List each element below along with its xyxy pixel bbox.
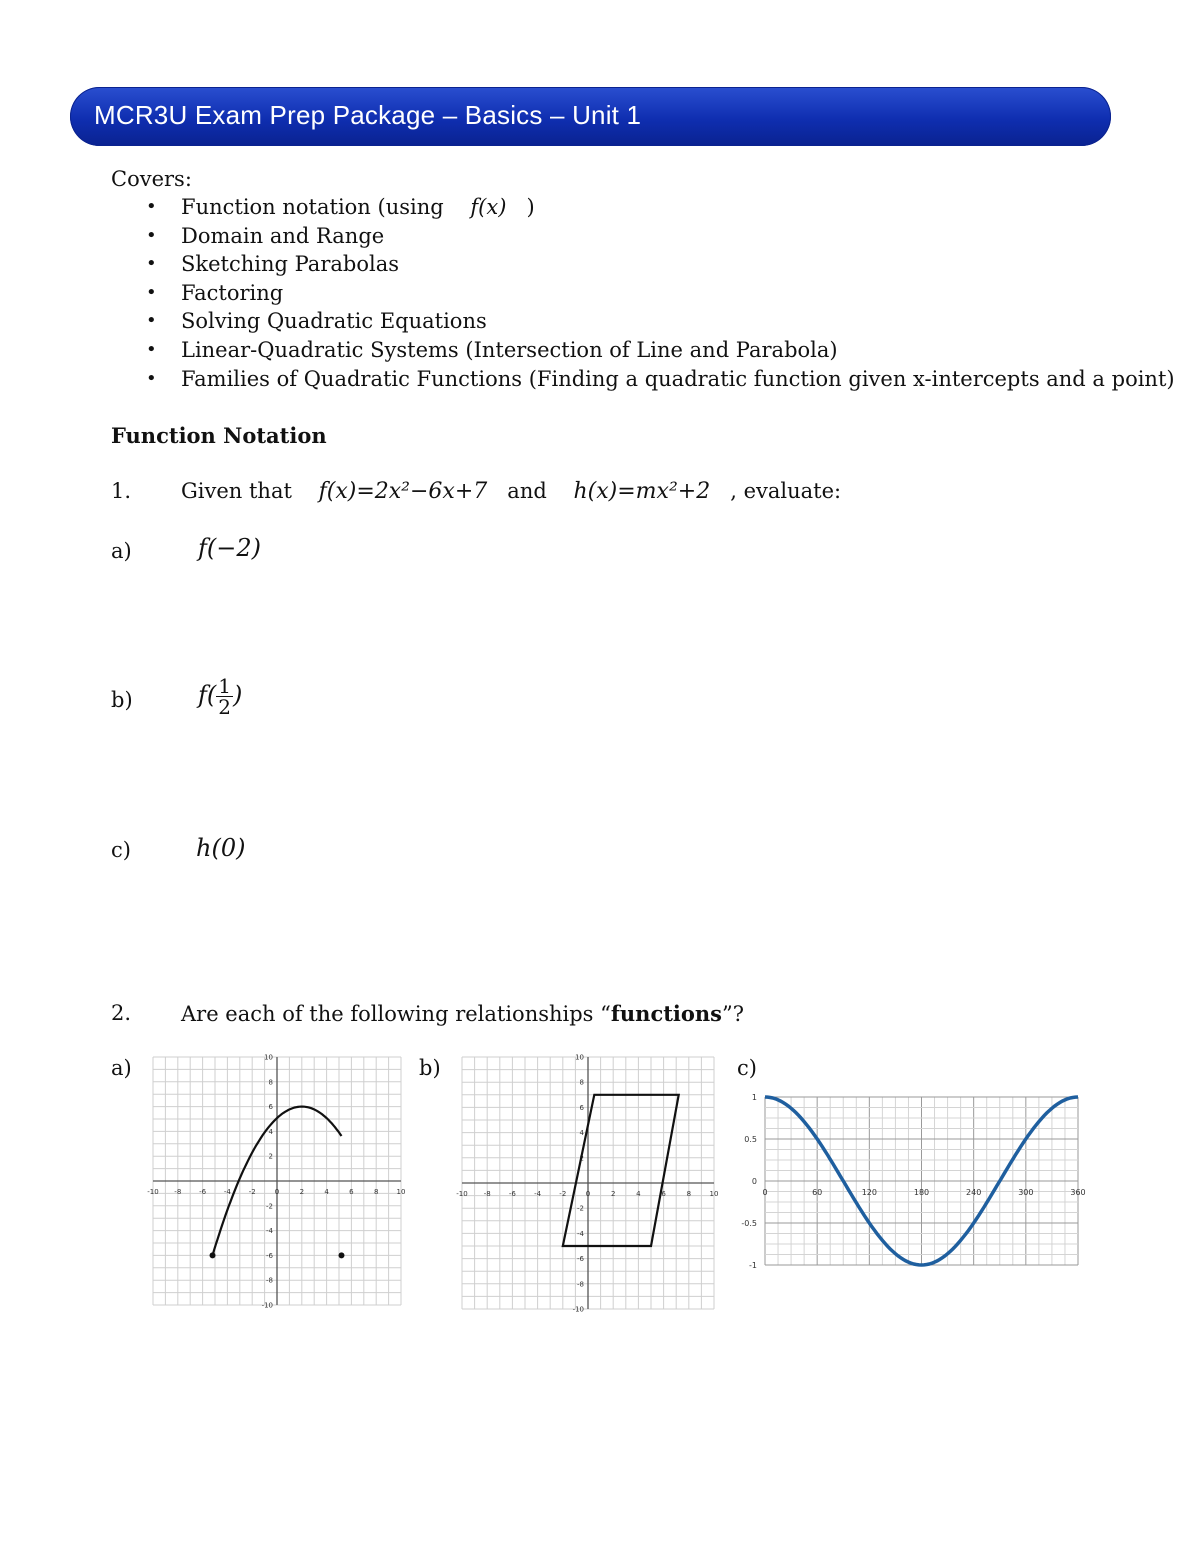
x-tick-label: 6 bbox=[349, 1188, 354, 1196]
y-tick-label: -6 bbox=[577, 1255, 584, 1264]
x-tick-label: 2 bbox=[299, 1188, 305, 1196]
y-tick-label: -1 bbox=[749, 1261, 757, 1270]
x-tick-label: 6 bbox=[661, 1190, 666, 1198]
title-banner bbox=[70, 87, 1111, 146]
y-tick-label: -6 bbox=[266, 1251, 273, 1260]
x-tick-label: -4 bbox=[534, 1190, 542, 1198]
document-title: MCR3U Exam Prep Package – Basics – Unit 1 bbox=[94, 100, 642, 130]
given-text: Given that bbox=[181, 479, 292, 503]
x-tick-label: 0 bbox=[585, 1190, 591, 1198]
q2-text-bold: functions bbox=[610, 1001, 723, 1026]
y-tick-label: 10 bbox=[264, 1053, 273, 1062]
f-expression: f(x)=2x²−6x+7 bbox=[318, 479, 488, 504]
x-tick-label: 240 bbox=[966, 1188, 982, 1197]
y-tick-label: -2 bbox=[266, 1202, 273, 1211]
bullet-icon: • bbox=[146, 224, 157, 246]
x-tick-label: -8 bbox=[483, 1190, 491, 1198]
q2-text-before: Are each of the following relationships “ bbox=[181, 1002, 611, 1026]
endpoint-dot bbox=[338, 1252, 344, 1258]
x-tick-label: -2 bbox=[248, 1188, 256, 1196]
section-heading: Function Notation bbox=[111, 423, 327, 448]
x-tick-label: 300 bbox=[1018, 1188, 1034, 1197]
evaluate-text: , evaluate: bbox=[730, 479, 842, 503]
y-tick-label: -0.5 bbox=[741, 1219, 757, 1228]
question-number: 1. bbox=[111, 479, 132, 503]
graph-label: a) bbox=[111, 1056, 132, 1080]
bullet-icon: • bbox=[146, 310, 157, 332]
x-tick-label: 4 bbox=[636, 1190, 641, 1198]
expr-suffix: ) bbox=[232, 681, 243, 709]
covers-label: Covers: bbox=[111, 167, 192, 191]
y-tick-label: 8 bbox=[579, 1078, 584, 1087]
x-tick-label: -10 bbox=[147, 1188, 159, 1196]
y-tick-label: -8 bbox=[266, 1276, 273, 1285]
topic-math: f(x) bbox=[470, 195, 507, 219]
question-number: 2. bbox=[111, 1001, 132, 1025]
y-tick-label: 10 bbox=[575, 1053, 584, 1062]
topic-text: Domain and Range bbox=[181, 223, 385, 248]
bullet-icon: • bbox=[146, 338, 157, 360]
y-tick-label: 0.5 bbox=[744, 1135, 757, 1144]
y-tick-label: -10 bbox=[261, 1301, 273, 1310]
x-tick-label: -4 bbox=[223, 1188, 231, 1196]
x-tick-label: 0 bbox=[762, 1188, 768, 1197]
y-tick-label: 0 bbox=[751, 1177, 757, 1186]
bullet-icon: • bbox=[146, 367, 157, 389]
y-tick-label: 6 bbox=[268, 1103, 273, 1112]
part-label: b) bbox=[111, 688, 133, 712]
x-tick-label: 4 bbox=[324, 1188, 329, 1196]
graph-b-parallelogram bbox=[455, 1052, 719, 1314]
part-b-expression bbox=[198, 676, 242, 717]
h-expression: h(x)=mx²+2 bbox=[573, 479, 711, 504]
x-tick-label: 120 bbox=[861, 1188, 877, 1197]
graph-label: b) bbox=[419, 1056, 441, 1080]
q2-text-after: ”? bbox=[722, 1002, 745, 1026]
topic-close: ) bbox=[526, 195, 535, 219]
y-tick-label: -4 bbox=[266, 1227, 273, 1236]
x-tick-label: -6 bbox=[508, 1190, 516, 1198]
x-tick-label: 10 bbox=[396, 1188, 406, 1196]
part-label: c) bbox=[111, 838, 131, 862]
fraction-numerator: 1 bbox=[218, 674, 231, 698]
y-tick-label: 8 bbox=[268, 1078, 273, 1087]
y-tick-label: 2 bbox=[579, 1154, 584, 1163]
bullet-icon: • bbox=[146, 253, 157, 275]
y-tick-label: -8 bbox=[577, 1280, 584, 1289]
topic-text: Linear-Quadratic Systems (Intersection of Line and Parabola) bbox=[181, 337, 838, 362]
y-tick-label: 6 bbox=[579, 1103, 584, 1112]
x-tick-label: 0 bbox=[274, 1188, 280, 1196]
bullet-icon: • bbox=[146, 196, 157, 217]
part-label: a) bbox=[111, 539, 132, 563]
part-c-expression: h(0) bbox=[196, 834, 246, 862]
topic-text: Factoring bbox=[181, 280, 284, 305]
topic-text: Families of Quadratic Functions (Finding a quadratic function given x-intercepts and a point) bbox=[181, 366, 1175, 391]
topic-text: Sketching Parabolas bbox=[181, 252, 399, 277]
y-tick-label: 1 bbox=[751, 1093, 757, 1102]
and-text: and bbox=[507, 479, 547, 503]
question-1-text bbox=[181, 479, 841, 504]
y-tick-label: -10 bbox=[572, 1305, 584, 1314]
y-tick-label: 4 bbox=[579, 1129, 584, 1138]
x-tick-label: -10 bbox=[456, 1190, 468, 1198]
graph-c-cosine bbox=[740, 1084, 1090, 1274]
question-2-text bbox=[181, 1001, 744, 1026]
x-tick-label: 60 bbox=[812, 1188, 823, 1197]
x-tick-label: 360 bbox=[1070, 1188, 1086, 1197]
x-tick-label: 2 bbox=[610, 1190, 616, 1198]
y-tick-label: -4 bbox=[577, 1229, 584, 1238]
y-tick-label: 4 bbox=[268, 1127, 273, 1136]
x-tick-label: -8 bbox=[174, 1188, 182, 1196]
graph-grid bbox=[765, 1097, 1078, 1265]
x-tick-label: 8 bbox=[686, 1190, 692, 1198]
x-tick-label: -6 bbox=[199, 1188, 207, 1196]
y-tick-label: 2 bbox=[268, 1152, 273, 1161]
fraction-denominator: 2 bbox=[218, 695, 231, 719]
part-a-expression: f(−2) bbox=[198, 534, 261, 562]
bullet-icon: • bbox=[146, 281, 157, 303]
x-tick-label: 8 bbox=[373, 1188, 379, 1196]
x-tick-label: -2 bbox=[559, 1190, 567, 1198]
endpoint-dot bbox=[210, 1252, 216, 1258]
y-tick-label: -2 bbox=[577, 1204, 584, 1213]
x-tick-label: 180 bbox=[913, 1188, 930, 1197]
topic-text: Solving Quadratic Equations bbox=[181, 309, 487, 334]
topic-text: Function notation (using bbox=[181, 195, 444, 219]
graph-a-parabola bbox=[147, 1052, 408, 1310]
x-tick-label: 10 bbox=[709, 1190, 719, 1198]
graph-label: c) bbox=[737, 1056, 757, 1080]
fraction bbox=[216, 676, 233, 717]
expr-prefix: f( bbox=[198, 681, 217, 709]
